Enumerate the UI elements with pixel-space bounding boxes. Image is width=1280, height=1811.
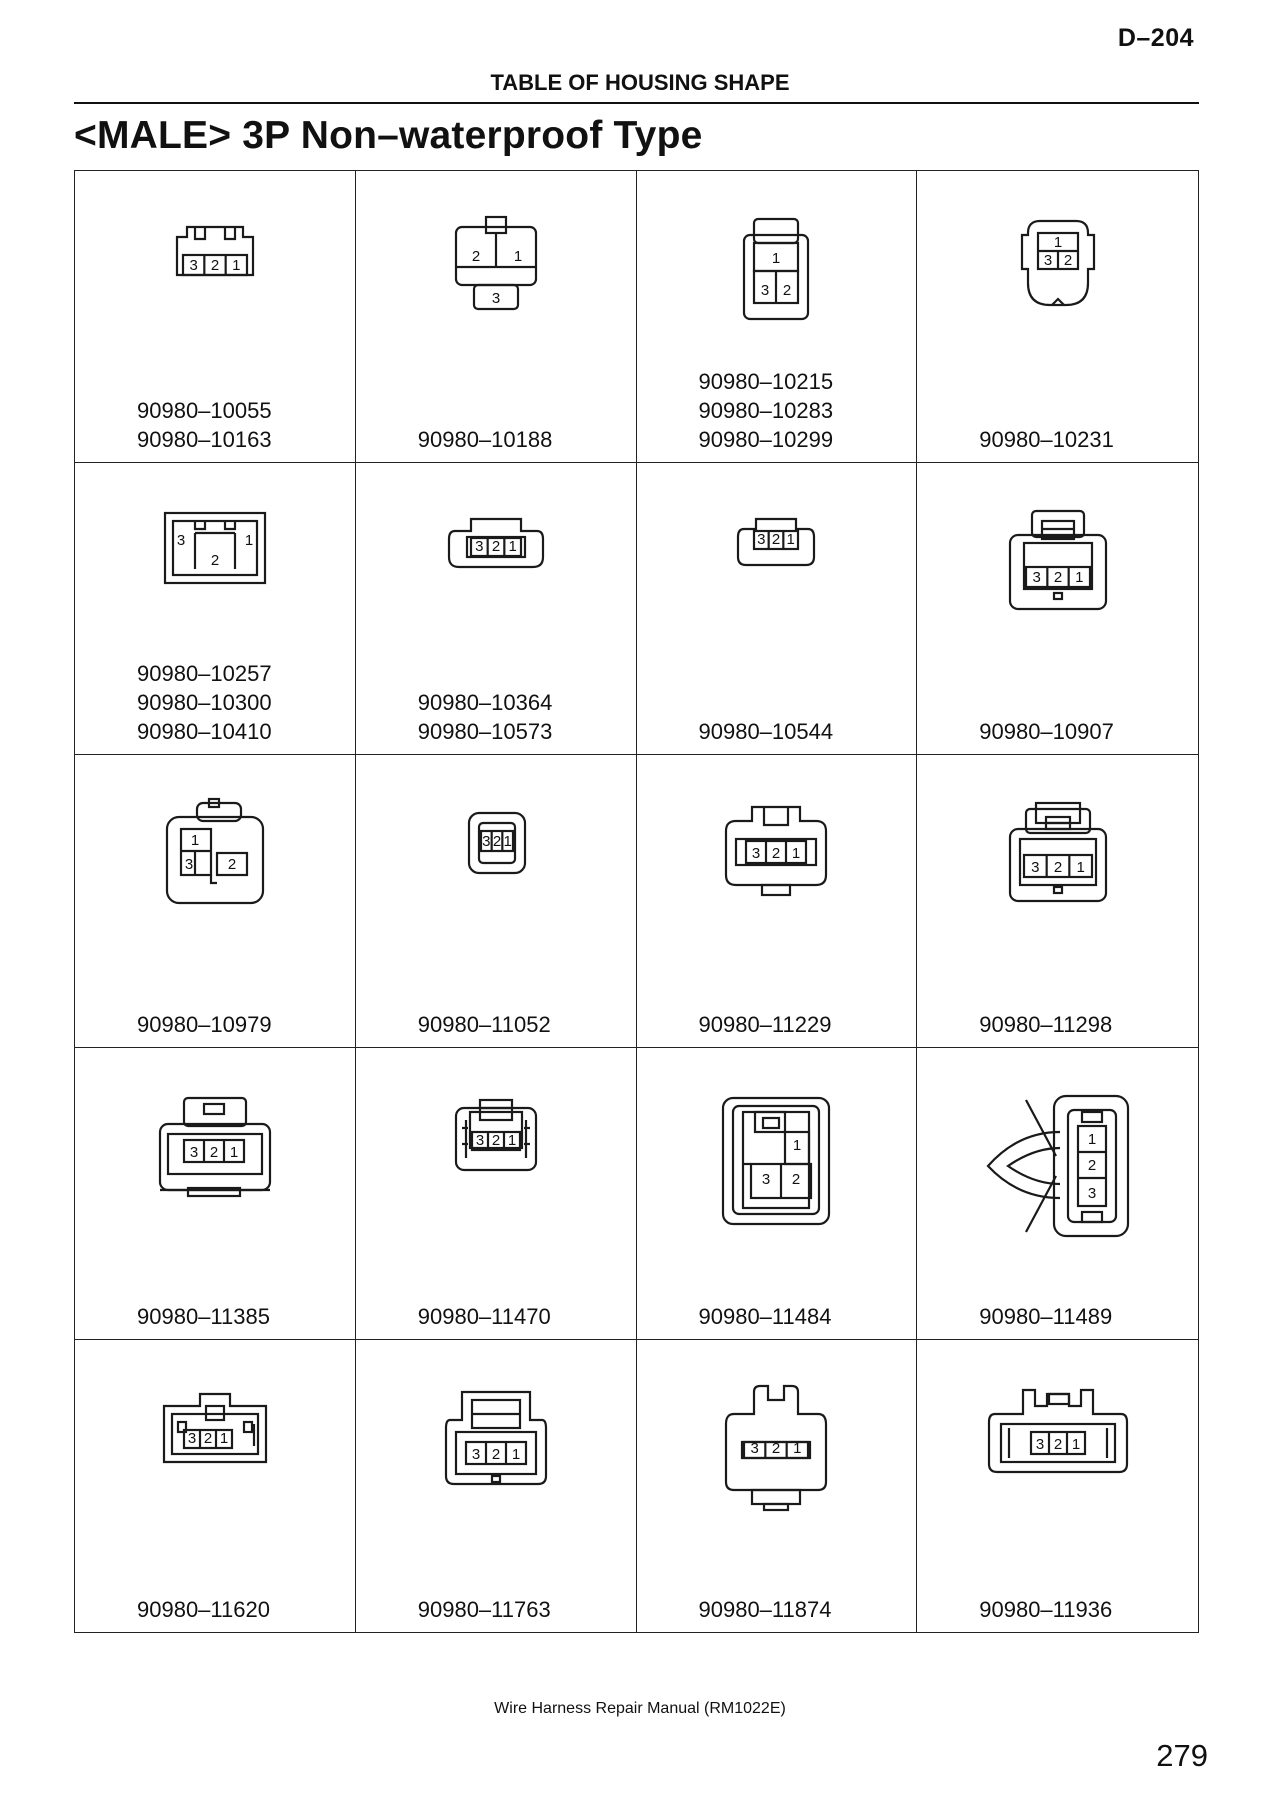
svg-text:3: 3 (761, 282, 770, 299)
connector-diagram (726, 507, 826, 577)
connector-cell (75, 755, 356, 1047)
part-number-list (137, 1010, 272, 1039)
connector-cell (637, 463, 918, 755)
part-number: 90980–11484 (698, 1303, 832, 1329)
svg-text:1: 1 (792, 845, 801, 863)
svg-text:2: 2 (1053, 1435, 1062, 1453)
svg-text:3: 3 (1035, 1435, 1044, 1453)
connector-diagram (998, 799, 1118, 909)
connector-diagram (716, 1384, 836, 1514)
part-number: 90980–10055 (137, 398, 272, 424)
connector-cell (356, 463, 637, 755)
page-id: D–204 (1117, 24, 1194, 52)
svg-text:3: 3 (471, 1445, 480, 1463)
part-number: 90980–11874 (698, 1597, 832, 1622)
connector-cell (75, 171, 356, 463)
connector-diagram (451, 799, 541, 889)
connector-cell (917, 1048, 1198, 1340)
svg-text:2: 2 (772, 845, 781, 863)
svg-text:2: 2 (772, 531, 781, 549)
part-number-list (418, 425, 553, 454)
part-number-list (137, 396, 272, 454)
part-number: 90980–10215 (698, 369, 834, 395)
svg-text:3: 3 (750, 1439, 760, 1457)
connector-diagram (436, 1384, 556, 1494)
svg-text:3: 3 (1030, 859, 1040, 877)
svg-text:1: 1 (786, 531, 796, 549)
part-number: 90980–11385 (137, 1303, 270, 1329)
part-number: 90980–10299 (698, 427, 834, 453)
connector-cell (917, 1340, 1198, 1632)
svg-text:2: 2 (491, 1445, 500, 1463)
part-number-list (699, 717, 834, 746)
connector-diagram (711, 1092, 841, 1232)
part-number: 90980–10163 (137, 427, 272, 453)
svg-text:1: 1 (244, 532, 254, 550)
svg-text:2: 2 (1063, 252, 1072, 269)
connector-diagram (155, 507, 275, 597)
connector-diagram (998, 507, 1118, 617)
part-number-list (699, 1010, 832, 1039)
connector-diagram (165, 215, 265, 305)
connector-cell (75, 463, 356, 755)
part-number-list (699, 367, 834, 454)
part-number-list (699, 1302, 832, 1331)
part-number: 90980–10573 (417, 719, 553, 745)
svg-text:3: 3 (176, 532, 186, 550)
part-number: 90980–10231 (979, 427, 1114, 453)
svg-text:1: 1 (190, 832, 200, 850)
part-number: 90980–10410 (137, 719, 272, 745)
part-number: 90980–10364 (417, 690, 553, 716)
part-number: 90980–11229 (698, 1011, 832, 1037)
svg-text:3: 3 (1087, 1184, 1096, 1202)
part-number-list (979, 1595, 1112, 1624)
part-number: 90980–10188 (417, 427, 553, 453)
svg-text:1: 1 (1087, 1130, 1096, 1148)
part-number: 90980–11620 (137, 1597, 270, 1622)
part-number-list (979, 425, 1114, 454)
svg-text:1: 1 (793, 1439, 802, 1457)
svg-text:3: 3 (491, 290, 500, 307)
header-rule (74, 102, 1199, 104)
svg-text:1: 1 (1076, 859, 1085, 877)
svg-text:3: 3 (757, 531, 766, 549)
svg-text:1: 1 (503, 833, 512, 851)
connector-cell (356, 755, 637, 1047)
svg-text:2: 2 (492, 833, 501, 851)
connector-cell (637, 755, 918, 1047)
connector-diagram (1008, 215, 1108, 315)
connector-diagram (150, 1384, 280, 1474)
part-number: 90980–10257 (137, 661, 272, 687)
svg-text:2: 2 (471, 248, 480, 265)
part-number-list (418, 1010, 551, 1039)
footer: Wire Harness Repair Manual (RM1022E) (494, 1700, 786, 1717)
svg-text:2: 2 (209, 1143, 219, 1161)
svg-text:3: 3 (187, 1429, 197, 1447)
svg-text:1: 1 (793, 1136, 802, 1154)
connector-cell (356, 1048, 637, 1340)
part-number-list (979, 1010, 1112, 1039)
part-number-list (979, 717, 1114, 746)
svg-text:1: 1 (507, 1131, 516, 1149)
connector-cell (637, 171, 918, 463)
connector-cell (356, 171, 637, 463)
svg-text:3: 3 (474, 538, 484, 556)
svg-text:2: 2 (1087, 1156, 1096, 1174)
svg-text:2: 2 (227, 856, 237, 874)
part-number: 90980–10283 (698, 398, 834, 424)
part-number: 90980–11763 (417, 1597, 551, 1622)
svg-text:1: 1 (511, 1445, 520, 1463)
svg-text:3: 3 (1043, 252, 1052, 269)
connector-diagram (726, 215, 826, 325)
part-number-list (137, 1302, 270, 1331)
part-number-list (137, 659, 272, 746)
connector-cell (637, 1048, 918, 1340)
svg-text:3: 3 (481, 833, 491, 851)
svg-text:1: 1 (1074, 569, 1084, 587)
svg-text:1: 1 (513, 248, 522, 265)
svg-text:2: 2 (1053, 569, 1062, 587)
connector-cell (356, 1340, 637, 1632)
connector-diagram (150, 1092, 280, 1202)
part-number-list (418, 1302, 551, 1331)
connector-diagram (441, 507, 551, 577)
part-number: 90980–11298 (979, 1011, 1113, 1037)
svg-text:1: 1 (229, 1143, 239, 1161)
svg-text:2: 2 (203, 1429, 213, 1447)
svg-text:3: 3 (752, 845, 761, 863)
svg-text:2: 2 (792, 1170, 801, 1188)
part-number: 90980–11052 (417, 1011, 551, 1037)
part-number-list (979, 1302, 1112, 1331)
svg-text:2: 2 (772, 1439, 781, 1457)
svg-text:1: 1 (1053, 234, 1062, 251)
part-number: 90980–10979 (137, 1011, 272, 1037)
part-number: 90980–10907 (979, 719, 1114, 745)
connector-cell (637, 1340, 918, 1632)
housing-shape-table (74, 170, 1199, 1633)
section-header: TABLE OF HOUSING SHAPE (490, 70, 790, 95)
connector-cell (75, 1048, 356, 1340)
part-number: 90980–10300 (137, 690, 272, 716)
page-title: <MALE> 3P Non–waterproof Type (74, 114, 703, 157)
svg-text:1: 1 (219, 1429, 229, 1447)
part-number: 90980–11936 (979, 1597, 1113, 1622)
connector-diagram (446, 1092, 546, 1182)
svg-text:2: 2 (1053, 859, 1062, 877)
connector-diagram (978, 1092, 1138, 1242)
svg-text:1: 1 (772, 250, 781, 267)
connector-diagram (716, 799, 836, 919)
svg-text:3: 3 (189, 257, 198, 274)
svg-text:1: 1 (508, 538, 517, 556)
svg-text:2: 2 (491, 538, 500, 556)
svg-text:2: 2 (210, 552, 220, 570)
part-number-list (418, 1595, 551, 1624)
svg-text:3: 3 (189, 1143, 199, 1161)
connector-cell (917, 171, 1198, 463)
page-number: 279 (1156, 1738, 1208, 1773)
svg-text:3: 3 (184, 856, 194, 874)
connector-cell (917, 755, 1198, 1047)
connector-cell (917, 463, 1198, 755)
svg-text:2: 2 (783, 282, 792, 299)
svg-text:3: 3 (1032, 569, 1041, 587)
part-number-list (137, 1595, 270, 1624)
part-number-list (699, 1595, 832, 1624)
part-number: 90980–10544 (698, 719, 834, 745)
svg-text:1: 1 (1071, 1435, 1080, 1453)
svg-text:3: 3 (762, 1170, 771, 1188)
connector-diagram (155, 799, 275, 909)
connector-diagram (983, 1384, 1133, 1484)
part-number: 90980–11489 (979, 1303, 1113, 1329)
svg-text:2: 2 (210, 257, 220, 274)
connector-diagram (446, 215, 546, 315)
svg-text:3: 3 (475, 1131, 484, 1149)
part-number-list (418, 688, 553, 746)
svg-text:2: 2 (491, 1131, 500, 1149)
svg-text:1: 1 (232, 257, 241, 274)
connector-cell (75, 1340, 356, 1632)
part-number: 90980–11470 (417, 1303, 551, 1329)
